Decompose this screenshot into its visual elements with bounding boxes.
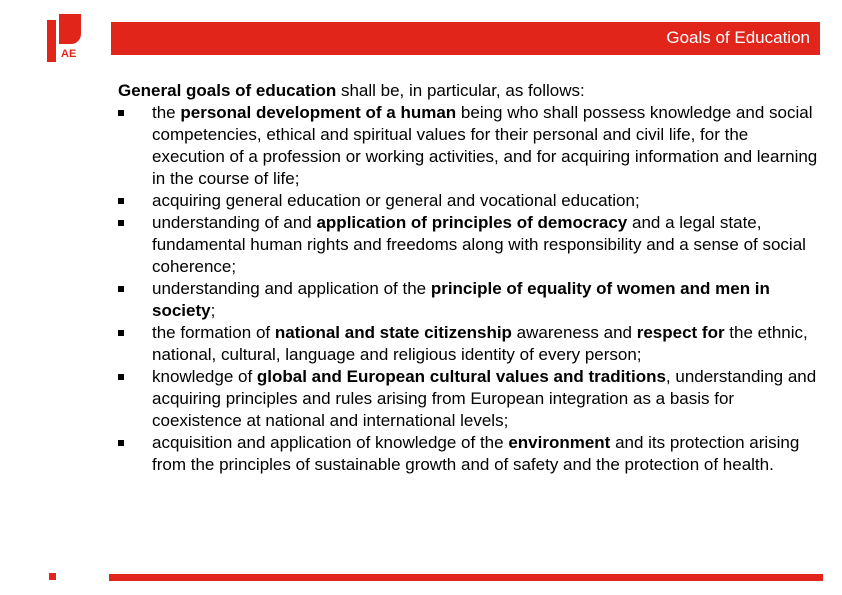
logo-text: AE: [61, 48, 77, 60]
list-item: [118, 190, 818, 212]
list-item: [118, 102, 818, 190]
emphasis-text: principle of equality of women and men in society: [152, 279, 770, 320]
footer-square: [49, 573, 56, 580]
item-text: acquisition and application of knowledge of the: [152, 433, 509, 452]
emphasis-text: application of principles of democracy: [316, 213, 628, 232]
header-bar: [111, 22, 820, 55]
emphasis-text: global and European cultural values and traditions: [256, 367, 666, 386]
item-text: ;: [210, 301, 216, 320]
intro-bold: General goals of education: [118, 81, 337, 100]
list-item: [118, 432, 818, 476]
bullet-square-icon: [118, 440, 124, 446]
bullet-square-icon: [118, 374, 124, 380]
logo-shape-left: [47, 20, 56, 62]
bullet-square-icon: [118, 286, 124, 292]
intro-paragraph: [118, 80, 818, 102]
item-text: , understanding and acquiring principles and rules arising from European integration as a basis for coexistence at national and international levels;: [152, 367, 817, 430]
bullet-square-icon: [118, 198, 124, 204]
bullet-square-icon: [118, 110, 124, 116]
logo: [47, 14, 109, 62]
list-item: [118, 278, 818, 322]
list-item: [118, 366, 818, 432]
page-title: Goals of Education: [666, 28, 810, 47]
item-text: knowledge of: [152, 367, 257, 386]
item-text: the: [152, 103, 181, 122]
emphasis-text: national and state citizenship: [274, 323, 512, 342]
logo-shape-p: [59, 14, 81, 44]
emphasis-text: personal development of a human: [180, 103, 457, 122]
list-item: [118, 322, 818, 366]
intro-text: shall be, in particular, as follows:: [336, 81, 585, 100]
emphasis-text: respect for: [636, 323, 725, 342]
item-text: the ethnic, national, cultural, language and religious identity of every person;: [152, 323, 808, 364]
content-body: [118, 80, 818, 476]
item-text: understanding of and: [152, 213, 317, 232]
item-text: acquiring general education or general and vocational education;: [152, 191, 640, 210]
item-text: and a legal state, fundamental human rights and freedoms along with responsibility and a sense of social coherence;: [152, 213, 806, 276]
goals-list: [118, 102, 818, 476]
item-text: being who shall possess knowledge and social competencies, ethical and spiritual values for their personal and civil life, for the execution of a profession or working activities, and for acquiring information and learning in the course of life;: [152, 103, 818, 188]
item-text: the formation of: [152, 323, 275, 342]
item-text: awareness and: [511, 323, 637, 342]
bullet-square-icon: [118, 330, 124, 336]
list-item: [118, 212, 818, 278]
emphasis-text: environment: [508, 433, 611, 452]
bullet-square-icon: [118, 220, 124, 226]
item-text: understanding and application of the: [152, 279, 431, 298]
footer-bar: [109, 574, 823, 581]
item-text: and its protection arising from the principles of sustainable growth and of safety and the protection of health.: [152, 433, 800, 474]
